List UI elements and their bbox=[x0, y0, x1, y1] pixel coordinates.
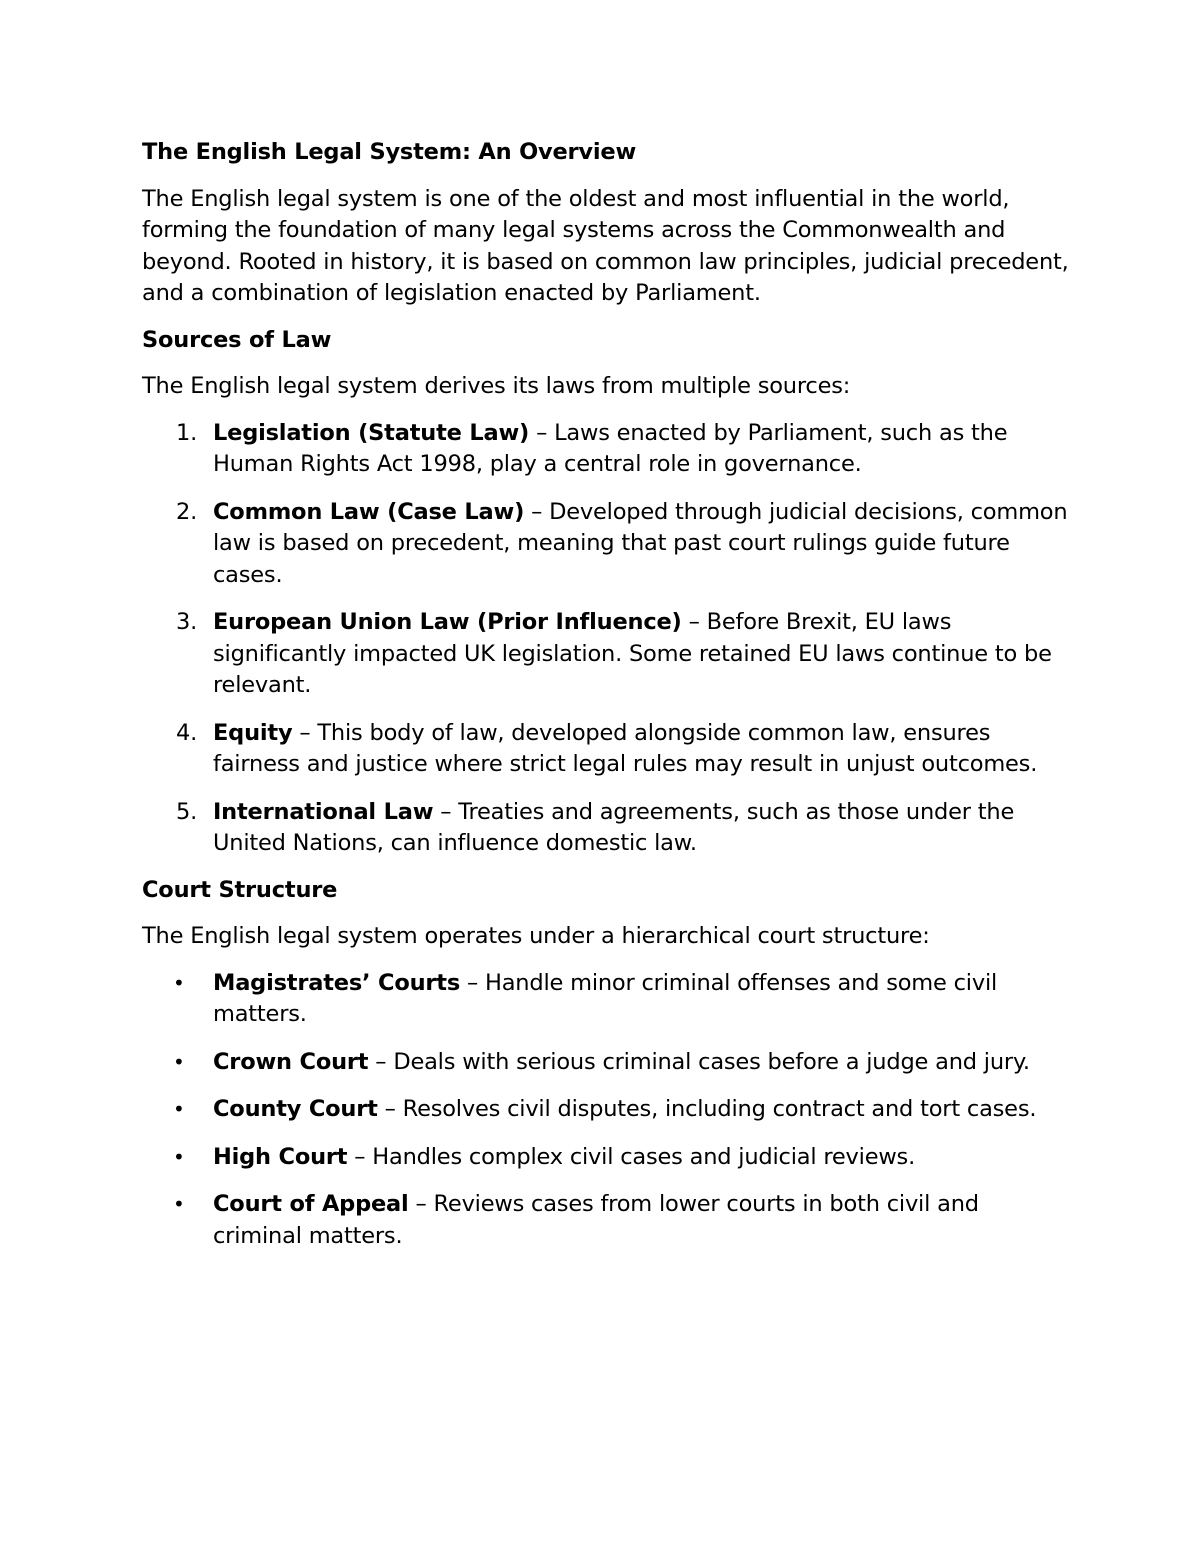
list-item bbox=[142, 418, 1072, 481]
list-item bbox=[142, 1189, 1072, 1252]
document-title: The English Legal System: An Overview bbox=[142, 139, 637, 165]
list-item bbox=[142, 1142, 1072, 1174]
list-item-term: County Court bbox=[213, 1096, 378, 1122]
list-item-description: – Handle minor criminal offenses and some civil matters. bbox=[213, 969, 998, 1027]
list-item-description: – Resolves civil disputes, including contract and tort cases. bbox=[377, 1096, 1037, 1122]
bullet-icon: • bbox=[173, 970, 185, 995]
list-item-term: Common Law (Case Law) bbox=[213, 498, 525, 525]
list-item-description: – Laws enacted by Parliament, such as the Human Rights Act 1998, play a central role in governance. bbox=[213, 419, 1008, 477]
list-item bbox=[142, 718, 1072, 781]
list-number: 4. bbox=[176, 719, 198, 746]
list-number: 3. bbox=[176, 609, 198, 635]
list-item-term: Equity bbox=[213, 719, 293, 746]
list-item bbox=[142, 968, 1072, 1031]
list-item-term: High Court bbox=[213, 1143, 348, 1170]
list-item-term: International Law bbox=[213, 798, 434, 825]
list-item-description: – Handles complex civil cases and judicial reviews. bbox=[347, 1143, 916, 1170]
courts-intro: The English legal system operates under a hierarchical court structure: bbox=[142, 923, 930, 949]
bullet-icon: • bbox=[173, 1144, 185, 1169]
intro-paragraph: The English legal system is one of the oldest and most influential in the world, forming the foundation of many legal systems across the Commonwealth and beyond. Rooted in history, it is based on common law principles, judicial precedent, and a combination of legislation enacted by Parliament. bbox=[142, 185, 1069, 306]
bullet-icon: • bbox=[173, 1049, 185, 1074]
list-item-description: – Reviews cases from lower courts in both civil and criminal matters. bbox=[213, 1191, 979, 1249]
list-item-term: Court of Appeal bbox=[213, 1191, 409, 1217]
list-item-term: Magistrates’ Courts bbox=[213, 969, 461, 996]
list-item-term: Legislation (Statute Law) bbox=[213, 419, 530, 446]
list-item-description: – This body of law, developed alongside common law, ensures fairness and justice where strict legal rules may result in unjust outcomes. bbox=[213, 719, 1038, 777]
list-item-term: European Union Law (Prior Influence) bbox=[213, 609, 682, 635]
list-item-description: – Before Brexit, EU laws significantly impacted UK legislation. Some retained EU laws continue to be relevant. bbox=[213, 609, 1052, 698]
courts-heading: Court Structure bbox=[142, 876, 338, 903]
list-number: 2. bbox=[176, 498, 198, 525]
list-item bbox=[142, 1047, 1072, 1079]
sources-heading: Sources of Law bbox=[142, 326, 332, 353]
document-page bbox=[142, 137, 1072, 1268]
sources-intro: The English legal system derives its laws from multiple sources: bbox=[142, 373, 851, 399]
bullet-icon: • bbox=[173, 1097, 185, 1121]
list-item-description: – Developed through judicial decisions, common law is based on precedent, meaning that past court rulings guide future cases. bbox=[213, 498, 1068, 588]
list-item bbox=[142, 607, 1072, 702]
sources-list bbox=[142, 418, 1072, 860]
list-number: 1. bbox=[176, 419, 198, 446]
list-item-description: – Treaties and agreements, such as those under the United Nations, can influence domestic law. bbox=[213, 798, 1015, 856]
list-item bbox=[142, 497, 1072, 592]
list-item bbox=[142, 1094, 1072, 1126]
bullet-icon: • bbox=[173, 1192, 185, 1216]
list-item-term: Crown Court bbox=[213, 1048, 369, 1075]
list-item-description: – Deals with serious criminal cases before a judge and jury. bbox=[368, 1048, 1030, 1075]
list-number: 5. bbox=[176, 798, 198, 825]
courts-list bbox=[142, 968, 1072, 1253]
list-item bbox=[142, 797, 1072, 860]
